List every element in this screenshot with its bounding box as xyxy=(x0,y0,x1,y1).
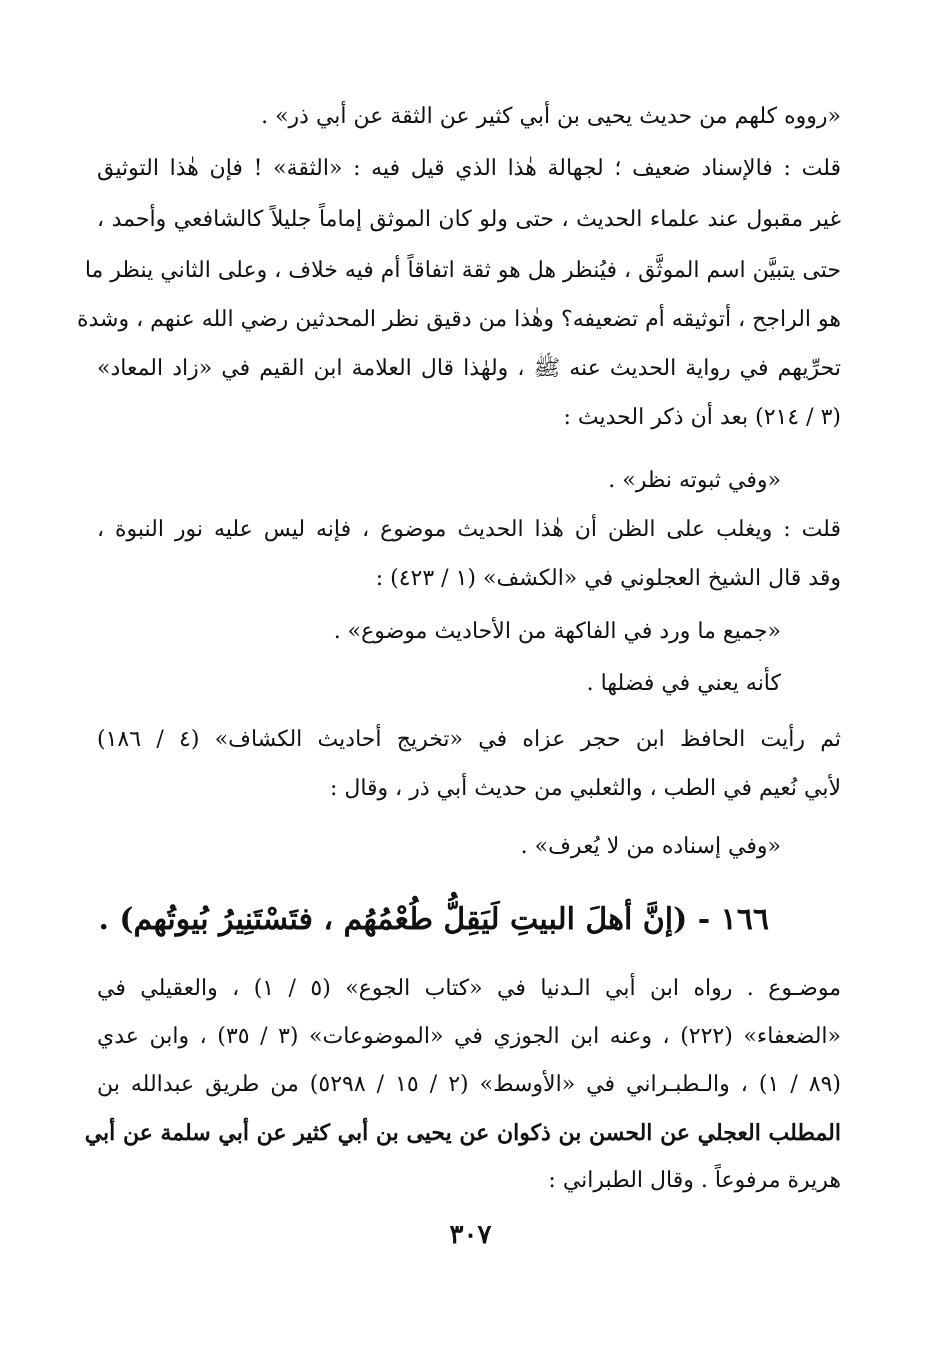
text-line-7: (٣ / ٢١٤) بعد أن ذكر الحديث : xyxy=(563,405,841,430)
text-line-20: هريرة مرفوعاً . وقال الطبراني : xyxy=(548,1168,841,1193)
quote-line-3: «وفي إسناده من لا يُعرف» . xyxy=(520,834,781,859)
text-line-10: وقد قال الشيخ العجلوني في «الكشف» (١ / ٤٢٣) : xyxy=(375,566,841,591)
text-line-5: هو الراجح ، أتوثيقه أم تضعيفه؟ وهٰذا من دقيق نظر المحدثين رضي الله عنهم ، وشدة xyxy=(76,307,841,332)
text-line-13: ثم رأيت الحافظ ابن حجر عزاه في «تخريج أحاديث الكشاف» (٤ / ١٨٦) xyxy=(97,727,841,752)
text-line-16: موضـوع . رواه ابن أبي الـدنيا في «كتاب الجوع» (٥ / ١) ، والعقيلي في xyxy=(97,976,841,1001)
hadith-heading: ١٦٦ - (إنَّ أهلَ البيتِ لَيَقِلُّ طُعْمُهُم ، فتَسْتَنِيرُ بُيوتُهم) . xyxy=(98,902,769,937)
text-line-19: المطلب العجلي عن الحسن بن ذكوان عن يحيى بن أبي كثير عن أبي سلمة عن أبي xyxy=(84,1120,841,1146)
quote-line-2: «جميع ما ورد في الفاكهة من الأحاديث موضوع» . xyxy=(333,619,781,644)
text-line-1: «رووه كلهم من حديث يحيى بن أبي كثير عن الثقة عن أبي ذر» . xyxy=(261,104,841,129)
quote-line-1: «وفي ثبوته نظر» . xyxy=(608,468,781,493)
text-line-9: قلت : ويغلب على الظن أن هٰذا الحديث موضوع ، فإنه ليس عليه نور النبوة ، xyxy=(97,517,841,542)
text-line-6: تحرِّيهم في رواية الحديث عنه ﷺ ، ولهٰذا قال العلامة ابن القيم في «زاد المعاد» xyxy=(97,356,841,381)
text-line-4: حتى يتبيَّن اسم الموثَّق ، فيُنظر هل هو ثقة اتفاقاً أم فيه خلاف ، وعلى الثاني ينظر ما xyxy=(84,258,841,283)
text-line-2: قلت : فالإسناد ضعيف ؛ لجهالة هٰذا الذي قيل فيه : «الثقة» ! فإن هٰذا التوثيق xyxy=(97,156,841,181)
text-line-14: لأبي نُعيم في الطب ، والثعلبي من حديث أبي ذر ، وقال : xyxy=(329,776,841,801)
page-number: ٣٠٧ xyxy=(449,1220,492,1250)
text-line-3: غير مقبول عند علماء الحديث ، حتى ولو كان الموثق إماماً جليلاً كالشافعي وأحمد ، xyxy=(97,207,841,232)
text-line-18: (٨٩ / ١) ، والـطبـراني في «الأوسط» (٢ / ١٥ / ٥٢٩٨) من طريق عبدالله بن xyxy=(97,1072,841,1097)
text-line-17: «الضعفاء» (٢٢٢) ، وعنه ابن الجوزي في «الموضوعات» (٣ / ٣٥) ، وابن عدي xyxy=(97,1024,842,1049)
text-line-12: كأنه يعني في فضلها . xyxy=(586,671,781,696)
